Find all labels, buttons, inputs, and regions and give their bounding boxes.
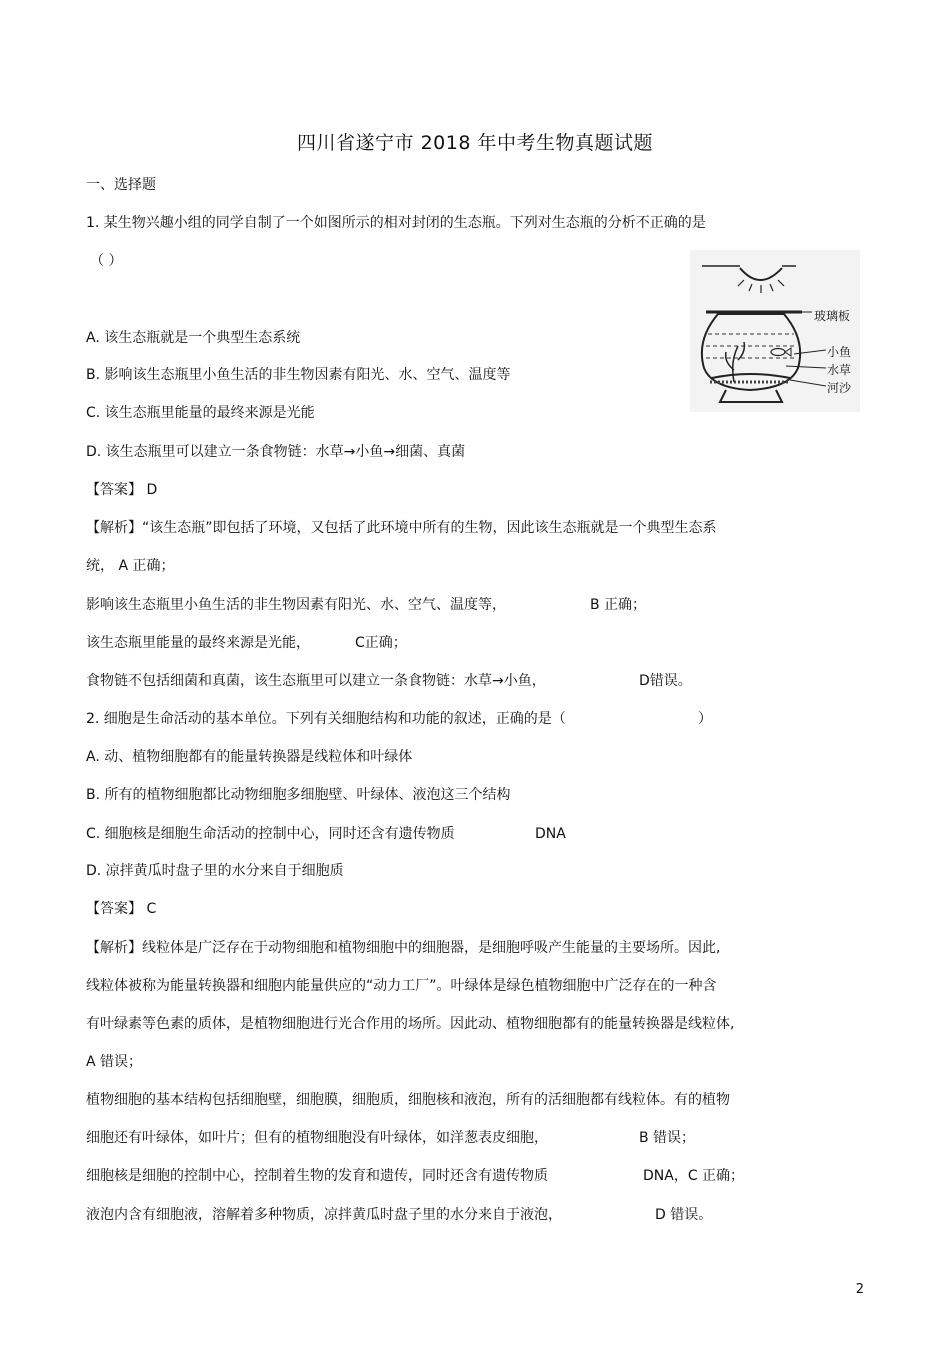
q2-analysis-line: A 错误； — [86, 1054, 143, 1070]
q1-c-text: 该生态瓶里能量的最终来源是光能， — [86, 635, 310, 651]
q2-analysis-line: 有叶绿素等色素的质体，是植物细胞进行光合作用的场所。因此动、植物细胞都有的能量转换器是线粒体, — [86, 1016, 735, 1032]
section-heading: 一、选择题 — [86, 177, 156, 193]
q2-stem-tail: ） — [698, 711, 712, 727]
q2-option-b: B. 所有的植物细胞都比动物细胞多细胞壁、叶绿体、液泡这三个结构 — [86, 787, 511, 803]
q2-answer: 【答案】 C — [86, 901, 157, 917]
q1-paren: （ ） — [90, 253, 123, 269]
q2-b-text: 细胞还有叶绿体，如叶片；但有的植物细胞没有叶绿体，如洋葱表皮细胞， — [86, 1130, 548, 1146]
q1-analysis-c — [86, 634, 407, 652]
q2-analysis-line: 植物细胞的基本结构包括细胞壁，细胞膜，细胞质，细胞核和液泡，所有的活细胞都有线粒体。有的植物 — [86, 1092, 730, 1108]
q2-stem: 2. 细胞是生命活动的基本单位。下列有关细胞结构和功能的叙述，正确的是（ — [86, 711, 566, 727]
q2-option-c-line — [86, 825, 566, 843]
q2-b-tail: B 错误； — [639, 1130, 696, 1146]
q2-analysis-b — [86, 1129, 696, 1147]
q1-b-tail: B 正确； — [590, 597, 647, 613]
q1-option-b: B. 影响该生态瓶里小鱼生活的非生物因素有阳光、水、空气、温度等 — [86, 367, 511, 383]
q2-analysis-line: 线粒体被称为能量转换器和细胞内能量供应的“动力工厂”。叶绿体是绿色植物细胞中广泛存在的一种含 — [86, 978, 717, 994]
q1-option-d: D. 该生态瓶里可以建立一条食物链：水草→小鱼→细菌、真菌 — [86, 444, 466, 460]
q1-analysis-d — [86, 672, 692, 690]
q2-option-c: C. 细胞核是细胞生命活动的控制中心，同时还含有遗传物质 — [86, 826, 455, 842]
q2-c-tail: DNA，C 正确； — [643, 1168, 745, 1184]
page-number: 2 — [855, 1282, 864, 1297]
label-glass-plate: 玻璃板 — [814, 309, 851, 323]
q1-d-tail: D错误。 — [639, 673, 692, 689]
q2-analysis-d — [86, 1206, 713, 1224]
label-small-fish: 小鱼 — [827, 345, 852, 359]
q1-c-tail: C正确； — [355, 635, 407, 651]
q2-option-a: A. 动、植物细胞都有的能量转换器是线粒体和叶绿体 — [86, 749, 413, 765]
q2-d-text: 液泡内含有细胞液，溶解着多种物质，凉拌黄瓜时盘子里的水分来自于液泡， — [86, 1207, 562, 1223]
q2-d-tail: D 错误。 — [655, 1207, 713, 1223]
q1-option-c: C. 该生态瓶里能量的最终来源是光能 — [86, 405, 315, 421]
ecological-bottle-figure — [690, 250, 860, 412]
q1-analysis-line: 统， A 正确； — [86, 558, 175, 574]
page-title: 四川省遂宁市 2018 年中考生物真题试题 — [297, 132, 653, 154]
q2-analysis-c — [86, 1167, 745, 1185]
q2-analysis-line: 【解析】线粒体是广泛存在于动物细胞和植物细胞中的细胞器，是细胞呼吸产生能量的主要场所。因此, — [86, 940, 721, 956]
label-water-grass: 水草 — [827, 363, 852, 377]
q1-b-text: 影响该生态瓶里小鱼生活的非生物因素有阳光、水、空气、温度等， — [86, 597, 506, 613]
q2-c-text: 细胞核是细胞的控制中心，控制着生物的发育和遗传，同时还含有遗传物质 — [86, 1168, 548, 1184]
q1-stem: 1. 某生物兴趣小组的同学自制了一个如图所示的相对封闭的生态瓶。下列对生态瓶的分析不正确的是 — [86, 215, 706, 231]
q2-option-c-dna: DNA — [535, 826, 566, 842]
q1-analysis-line: 【解析】“该生态瓶”即包括了环境，又包括了此环境中所有的生物，因此该生态瓶就是一个典型生态系 — [86, 520, 717, 536]
label-river-sand: 河沙 — [827, 381, 852, 395]
q1-d-text: 食物链不包括细菌和真菌，该生态瓶里可以建立一条食物链：水草→小鱼， — [86, 673, 546, 689]
q2-stem-line — [86, 710, 712, 728]
q1-option-a: A. 该生态瓶就是一个典型生态系统 — [86, 330, 301, 346]
q2-option-d: D. 凉拌黄瓜时盘子里的水分来自于细胞质 — [86, 863, 344, 879]
q1-answer: 【答案】 D — [86, 482, 158, 498]
q1-analysis-b — [86, 596, 647, 614]
